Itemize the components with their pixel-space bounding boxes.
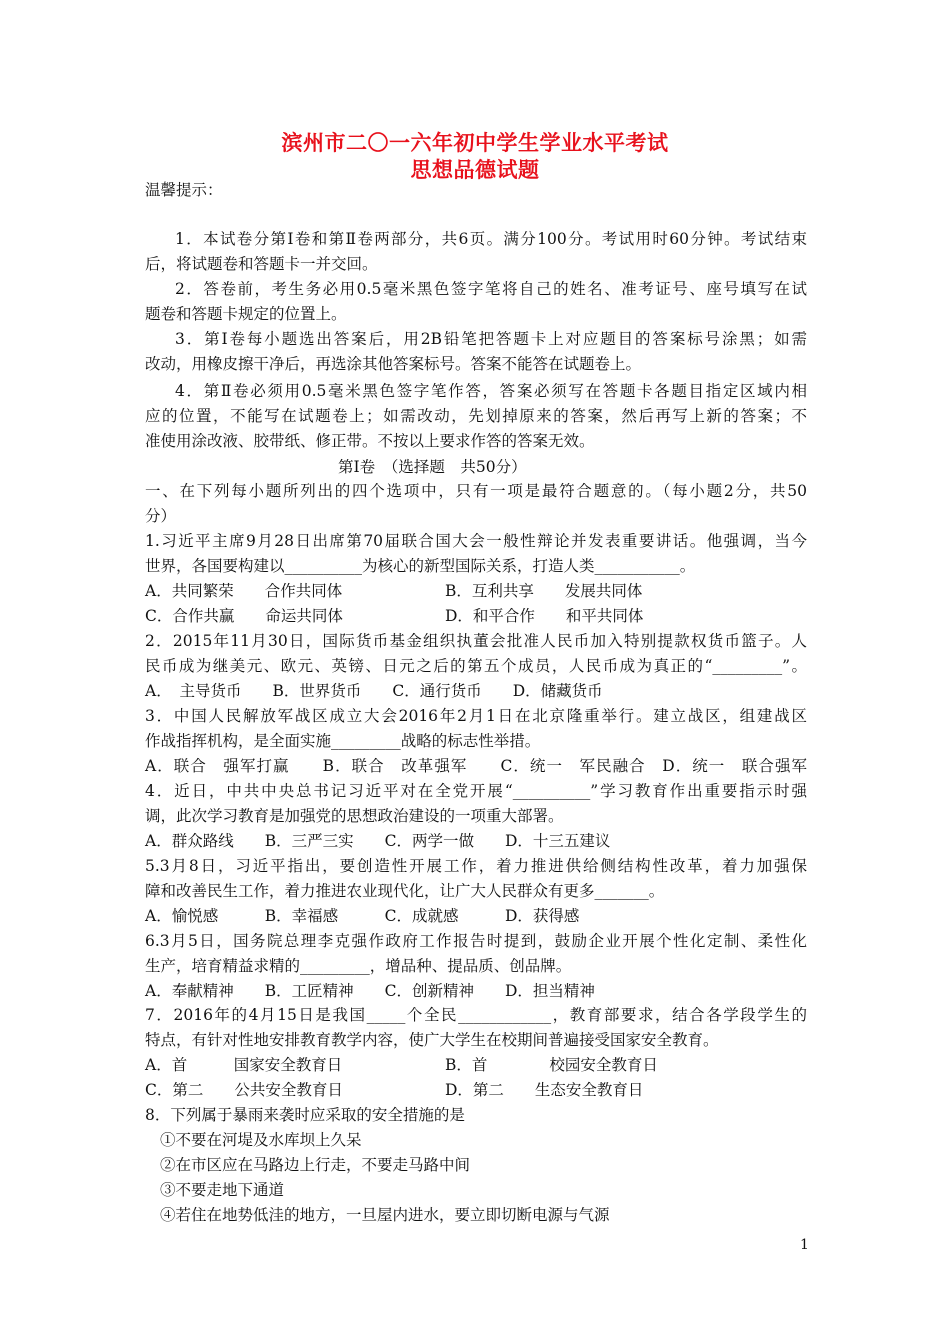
question-1-option-b: B．互利共享 发展共同体 bbox=[445, 582, 643, 600]
section-title: 第Ⅰ卷 （选择题 共50分） bbox=[338, 458, 527, 476]
question-4-stem: 调，此次学习教育是加强党的思想政治建设的一项重大部署。 bbox=[145, 807, 564, 825]
question-3-stem: 作战指挥机构，是全面实施_________战略的标志性举措。 bbox=[145, 732, 541, 750]
question-1-option-c: C．合作共赢 命运共同体 bbox=[145, 607, 343, 625]
exam-subtitle: 思想品德试题 bbox=[410, 157, 540, 182]
tip-heading: 温馨提示： bbox=[145, 181, 223, 199]
instruction-line: 后，将试题卷和答题卡一并交回。 bbox=[145, 255, 378, 273]
instruction-line: 2．答卷前，考生务必用0.5毫米黑色签字笔将自己的姓名、准考证号、座号填写在试 bbox=[175, 280, 807, 298]
question-6-stem: 6.3月5日，国务院总理李克强作政府工作报告时提到，鼓励企业开展个性化定制、柔性化 bbox=[145, 932, 807, 950]
question-7-stem: 特点，有针对性地安排教育教学内容，使广大学生在校期间普遍接受国家安全教育。 bbox=[145, 1031, 719, 1049]
question-5-stem: 5.3月8日，习近平指出，要创造性开展工作，着力推进供给侧结构性改革，着力加强保 bbox=[145, 857, 807, 875]
question-4-stem: 4．近日，中共中央总书记习近平对在全党开展“__________”学习教育作出重要指示时强 bbox=[145, 782, 807, 800]
question-7-option-a: A．首 国家安全教育日 bbox=[145, 1056, 343, 1074]
question-2-stem: 2．2015年11月30日，国际货币基金组织执董会批准人民币加入特别提款权货币篮子。人 bbox=[145, 632, 807, 650]
question-1-option-d: D．和平合作 和平共同体 bbox=[445, 607, 644, 625]
question-6-options: A．奉献精神 B．工匠精神 C．创新精神 D．担当精神 bbox=[145, 982, 595, 1000]
instruction-line: 题卷和答题卡规定的位置上。 bbox=[145, 305, 347, 323]
question-8-item: ③不要走地下通道 bbox=[160, 1181, 285, 1199]
instruction-line: 1．本试卷分第Ⅰ卷和第Ⅱ卷两部分，共6页。满分100分。考试用时60分钟。考试结束 bbox=[175, 230, 807, 248]
question-8-item: ①不要在河堤及水库坝上久呆 bbox=[160, 1131, 362, 1149]
question-4-options: A．群众路线 B．三严三实 C．两学一做 D．十三五建议 bbox=[145, 832, 611, 850]
part-intro: 分） bbox=[145, 507, 177, 525]
question-7-option-d: D．第二 生态安全教育日 bbox=[445, 1081, 644, 1099]
question-1-stem: 世界，各国要构建以__________为核心的新型国际关系，打造人类___________。 bbox=[145, 557, 696, 575]
question-1-option-a: A．共同繁荣 合作共同体 bbox=[145, 582, 343, 600]
question-8-item: ④若住在地势低洼的地方，一旦屋内进水，要立即切断电源与气源 bbox=[160, 1206, 610, 1224]
question-5-stem: 障和改善民生工作，着力推进农业现代化，让广大人民群众有更多_______。 bbox=[145, 882, 665, 900]
question-1-stem: 1.习近平主席9月28日出席第70届联合国大会一般性辩论并发表重要讲话。他强调，当今 bbox=[145, 532, 807, 550]
instruction-line: 4．第Ⅱ卷必须用0.5毫米黑色签字笔作答，答案必须写在答题卡各题目指定区域内相 bbox=[175, 382, 807, 400]
question-7-option-b: B．首 校园安全教育日 bbox=[445, 1056, 658, 1074]
question-3-stem: 3．中国人民解放军战区成立大会2016年2月1日在北京隆重举行。建立战区，组建战区 bbox=[145, 707, 807, 725]
question-8-item: ②在市区应在马路边上行走，不要走马路中间 bbox=[160, 1156, 471, 1174]
instruction-line: 3．第Ⅰ卷每小题选出答案后，用2B铅笔把答题卡上对应题目的答案标号涂黑；如需 bbox=[175, 330, 807, 348]
question-2-options: A． 主导货币 B．世界货币 C．通行货币 D．储藏货币 bbox=[145, 682, 603, 700]
question-7-option-c: C．第二 公共安全教育日 bbox=[145, 1081, 343, 1099]
question-8-stem: 8．下列属于暴雨来袭时应采取的安全措施的是 bbox=[145, 1106, 465, 1124]
instruction-line: 应的位置，不能写在试题卷上；如需改动，先划掉原来的答案，然后再写上新的答案；不 bbox=[145, 407, 807, 425]
page-number: 1 bbox=[800, 1237, 809, 1253]
question-2-stem: 民币成为继美元、欧元、英镑、日元之后的第五个成员，人民币成为真正的“_________”。 bbox=[145, 657, 807, 675]
question-5-options: A．愉悦感 B．幸福感 C．成就感 D．获得感 bbox=[145, 907, 580, 925]
exam-title: 滨州市二〇一六年初中学生学业水平考试 bbox=[281, 130, 669, 155]
instruction-line: 准使用涂改液、胶带纸、修正带。不按以上要求作答的答案无效。 bbox=[145, 432, 595, 450]
question-7-stem: 7．2016年的4月15日是我国_____个全民____________，教育部要求，结合各学段学生的 bbox=[145, 1006, 807, 1024]
question-6-stem: 生产，培育精益求精的_________，增品种、提品质、创品牌。 bbox=[145, 957, 572, 975]
question-3-options: A．联合 强军打赢 B．联合 改革强军 C．统一 军民融合 D．统一 联合强军 bbox=[145, 757, 807, 775]
instruction-line: 改动，用橡皮擦干净后，再选涂其他答案标号。答案不能答在试题卷上。 bbox=[145, 355, 642, 373]
part-intro: 一、在下列每小题所列出的四个选项中，只有一项是最符合题意的。（每小题2分，共50 bbox=[145, 482, 807, 500]
